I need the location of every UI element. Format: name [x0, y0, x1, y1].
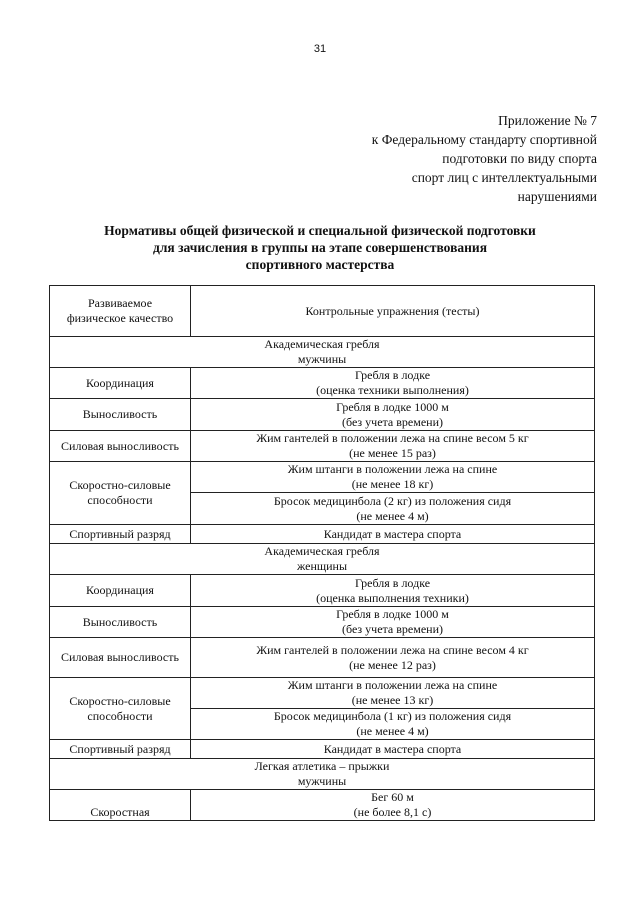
test-cell: Гребля в лодке (оценка техники выполнения) — [191, 368, 595, 399]
header-quality: Развиваемое физическое качество — [50, 286, 191, 337]
quality-cell: Координация — [50, 368, 191, 399]
quality-cell: Координация — [50, 575, 191, 607]
test-cell: Жим штанги в положении лежа на спине (не менее 18 кг) — [191, 462, 595, 493]
table-row — [50, 368, 595, 399]
section-title: Академическая гребля мужчины — [50, 337, 595, 368]
quality-cell: Скоростная — [50, 790, 191, 821]
appendix-line: Приложение № 7 — [498, 113, 597, 128]
quality-cell: Спортивный разряд — [50, 740, 191, 759]
table-row — [50, 399, 595, 431]
quality-cell: Силовая выносливость — [50, 431, 191, 462]
quality-cell: Скоростно-силовые способности — [50, 462, 191, 525]
quality-cell: Выносливость — [50, 607, 191, 638]
quality-cell: Выносливость — [50, 399, 191, 431]
title-line: Нормативы общей физической и специальной физической подготовки — [104, 223, 536, 238]
header-tests: Контрольные упражнения (тесты) — [191, 286, 595, 337]
document-title — [0, 222, 640, 273]
title-line: для зачисления в группы на этапе совершенствования — [153, 240, 487, 255]
test-cell: Бросок медицинбола (2 кг) из положения сидя (не менее 4 м) — [191, 493, 595, 525]
test-cell: Гребля в лодке 1000 м (без учета времени) — [191, 607, 595, 638]
test-cell: Гребля в лодке 1000 м (без учета времени) — [191, 399, 595, 431]
appendix-line: нарушениями — [517, 189, 597, 204]
appendix-line: подготовки по виду спорта — [442, 151, 597, 166]
test-cell: Кандидат в мастера спорта — [191, 740, 595, 759]
table-row — [50, 575, 595, 607]
section-row — [50, 544, 595, 575]
test-cell: Бег 60 м (не более 8,1 с) — [191, 790, 595, 821]
table-header-row — [50, 286, 595, 337]
test-cell: Жим штанги в положении лежа на спине (не менее 13 кг) — [191, 678, 595, 709]
section-row — [50, 337, 595, 368]
test-cell: Жим гантелей в положении лежа на спине весом 5 кг (не менее 15 раз) — [191, 431, 595, 462]
test-cell: Жим гантелей в положении лежа на спине весом 4 кг (не менее 12 раз) — [191, 638, 595, 678]
norms-table — [49, 285, 595, 821]
quality-cell: Скоростно-силовые способности — [50, 678, 191, 740]
section-row — [50, 759, 595, 790]
quality-cell: Силовая выносливость — [50, 638, 191, 678]
table-row — [50, 462, 595, 493]
test-cell: Гребля в лодке (оценка выполнения техники) — [191, 575, 595, 607]
page-number: 31 — [313, 43, 327, 55]
title-line: спортивного мастерства — [245, 257, 395, 272]
quality-cell: Спортивный разряд — [50, 525, 191, 544]
table-row — [50, 638, 595, 678]
table-row — [50, 678, 595, 709]
table-row — [50, 740, 595, 759]
table-row — [50, 790, 595, 821]
appendix-line: спорт лиц с интеллектуальными — [411, 170, 597, 185]
section-title: Легкая атлетика – прыжки мужчины — [50, 759, 595, 790]
table-row — [50, 525, 595, 544]
test-cell: Кандидат в мастера спорта — [191, 525, 595, 544]
appendix-heading — [372, 111, 597, 206]
appendix-line: к Федеральному стандарту спортивной — [371, 132, 597, 147]
table-row — [50, 431, 595, 462]
table-row — [50, 607, 595, 638]
test-cell: Бросок медицинбола (1 кг) из положения сидя (не менее 4 м) — [191, 709, 595, 740]
section-title: Академическая гребля женщины — [50, 544, 595, 575]
